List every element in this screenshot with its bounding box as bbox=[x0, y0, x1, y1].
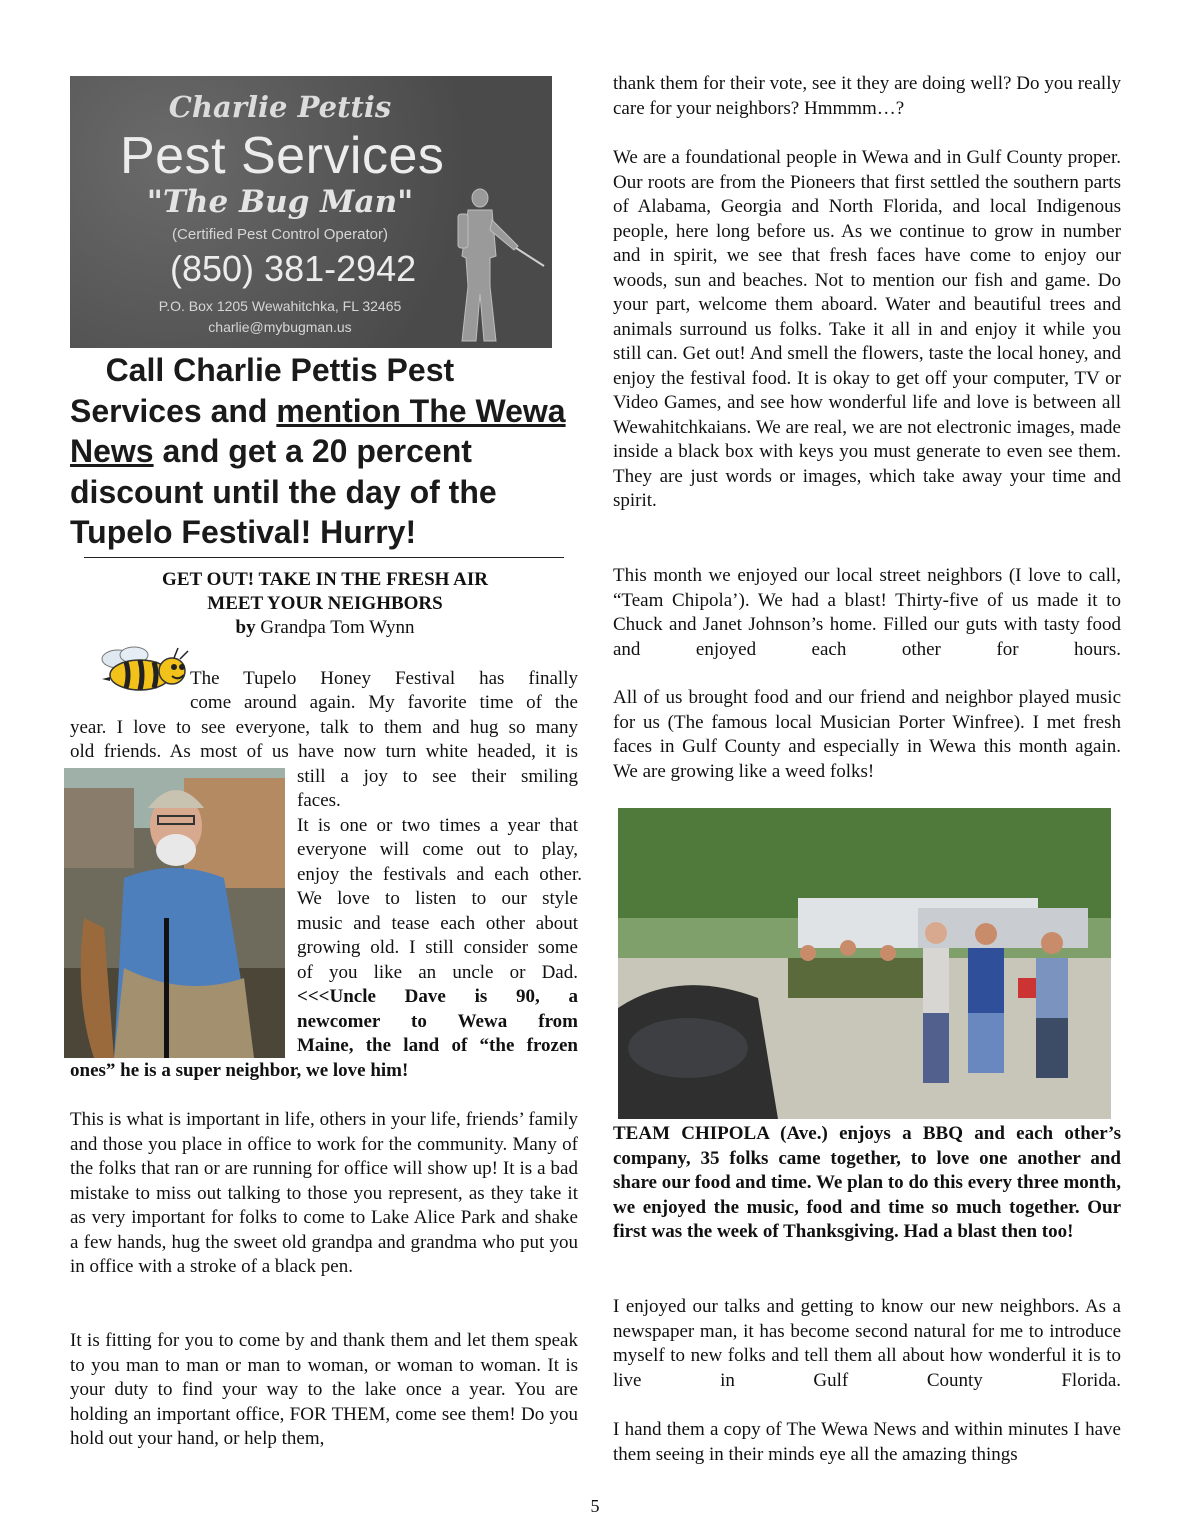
ad-title: Pest Services bbox=[120, 127, 445, 185]
ad-script-name: Charlie Pettis bbox=[168, 90, 392, 124]
article-text: We love to listen to our style bbox=[297, 888, 578, 909]
article-text: of you like an uncle or Dad. bbox=[297, 962, 578, 983]
article-text: still a joy to see their smiling bbox=[297, 766, 578, 787]
article-headline: GET OUT! TAKE IN THE FRESH AIR bbox=[162, 569, 488, 590]
ad-phone: (850) 381-2942 bbox=[170, 248, 417, 289]
photo-caption: Maine, the land of “the frozen bbox=[297, 1035, 578, 1056]
article-paragraph: This is what is important in life, others in your life, friends’ family and those you place in office to work for the community. Many of the folks that ran or are running for office will show up! It is a bad mistake to miss out talking to those you represent, as they take it as very important for folks to come to Lake Alice Park and shake a few hands, hug the sweet old grandpa and grandma who put you in office with a stroke of a black pen. bbox=[70, 1109, 578, 1277]
article-text: growing old. I still consider some bbox=[297, 937, 578, 958]
article-text: enjoy the festivals and each other. bbox=[297, 864, 582, 885]
ad-tagline: "The Bug Man" bbox=[146, 184, 414, 220]
promo-text-1: Call Charlie Pettis Pest Services and bbox=[70, 352, 455, 429]
pest-services-ad bbox=[70, 76, 552, 348]
byline bbox=[70, 617, 580, 639]
article-paragraph: I hand them a copy of The Wewa News and within minutes I have them seeing in their minds eye all the amazing things bbox=[613, 1419, 1121, 1465]
article-subheadline: MEET YOUR NEIGHBORS bbox=[207, 593, 443, 614]
photo-caption: newcomer to Wewa from bbox=[297, 1011, 578, 1032]
article-paragraph: This month we enjoyed our local street neighbors (I love to call, “Team Chipola’). We had a blast! Thirty-five of us made it to Chuck and Janet Johnson’s home. Filled our guts with tasty food and enjoyed each other for hours. bbox=[613, 565, 1121, 660]
ad-email: charlie@mybugman.us bbox=[208, 319, 352, 335]
article-paragraph: We are a foundational people in Wewa and in Gulf County proper. Our roots are from the Pioneers that first settled the southern parts of Alabama, Georgia and North Florida, and local Indigenous people, here long before us. As we continue to grow in number and in spirit, we see that fresh faces have come to enjoy our woods, sun and beaches. Not to mention our fish and game. Do your part, welcome them aboard. Water and beautiful trees and animals surround us folks. Take it all in and enjoy it while you still can. Get out! And smell the flowers, taste the local honey, and enjoy the festival food. It is okay to get off your computer, TV or Video Games, and see how wonderful life and love is between all Wewahitchkaians. We are real, we are not electronic images, made inside a black box with keys you must generate to even see them. They are just words or images, which take away your time and spirit. bbox=[613, 147, 1121, 511]
promo-underlined: mention The Wewa News bbox=[70, 392, 566, 469]
bee-icon bbox=[88, 645, 200, 695]
divider bbox=[84, 557, 564, 558]
article-text: It is one or two times a year that bbox=[297, 815, 578, 836]
article-text: come around again. My favorite time of the bbox=[190, 692, 578, 713]
article-text: music and tease each other about bbox=[297, 913, 578, 934]
article-paragraph: thank them for their vote, see it they are doing well? Do you really care for your neighbors? Hmmmm…? bbox=[613, 73, 1121, 119]
promo-text-2: and get a 20 percent discount until the day of the Tupelo Festival! Hurry! bbox=[70, 433, 497, 550]
article-paragraph: It is fitting for you to come by and thank them and let them speak to you man to man or man to woman, or woman to woman. It is your duty to find your way to the lake once a year. You are holding an important office, FOR THEM, come see them! Do you hold out your hand, or help them, bbox=[70, 1330, 578, 1449]
article-text: everyone will come out to play, bbox=[297, 839, 578, 860]
article-paragraph: All of us brought food and our friend and neighbor played music for us (The famous local Musician Porter Winfree). I met fresh faces in Gulf County and especially in Wewa this month again. We are growing like a weed folks! bbox=[613, 687, 1121, 782]
article-paragraph: I enjoyed our talks and getting to know our new neighbors. As a newspaper man, it has become second natural for me to introduce myself to new folks and tell them all about how wonderful it is to live in Gulf County Florida. bbox=[613, 1296, 1121, 1391]
page-number: 5 bbox=[590, 1496, 600, 1516]
ad-address: P.O. Box 1205 Wewahitchka, FL 32465 bbox=[158, 298, 402, 314]
photo-caption: ones” he is a super neighbor, we love him! bbox=[70, 1060, 409, 1081]
photo-caption: <<<Uncle Dave is 90, a bbox=[297, 986, 578, 1007]
article-text: old friends. As most of us have now turn white headed, it is bbox=[70, 741, 578, 762]
promo-headline bbox=[70, 350, 570, 553]
article-text: The Tupelo Honey Festival has finally bbox=[190, 668, 578, 689]
photo-caption: TEAM CHIPOLA (Ave.) enjoys a BBQ and each other’s company, 35 folks came together, to love one another and share our food and time. We plan to do this every three month, we enjoyed the music, food and time so much together. Our first was the week of Thanksgiving. Had a blast then too! bbox=[613, 1123, 1121, 1242]
article-text: year. I love to see everyone, talk to them and hug so many bbox=[70, 717, 578, 738]
ad-certification: (Certified Pest Control Operator) bbox=[172, 226, 388, 243]
uncle-dave-photo bbox=[64, 768, 285, 1058]
team-chipola-bbq-photo bbox=[618, 808, 1111, 1119]
article-text: faces. bbox=[297, 790, 341, 811]
bug-man-sprayer-icon bbox=[440, 186, 550, 346]
byline-prefix: by bbox=[235, 617, 256, 638]
byline-author: Grandpa Tom Wynn bbox=[255, 617, 415, 638]
